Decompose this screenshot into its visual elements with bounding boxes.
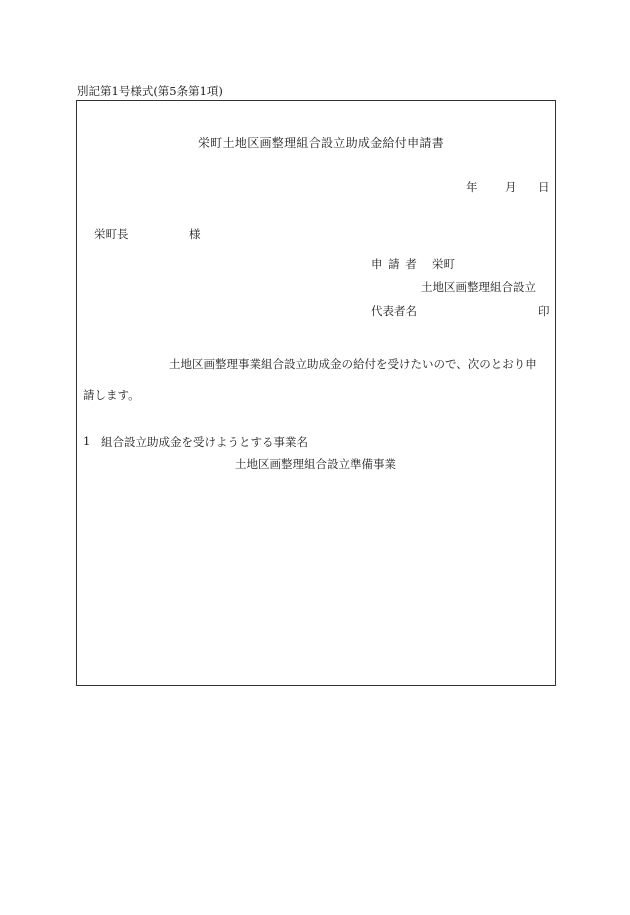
addressee-name: 栄町長 <box>94 227 129 241</box>
applicant-organization: 土地区画整理組合設立 <box>421 280 536 294</box>
application-form-frame <box>76 100 556 686</box>
seal-mark: 印 <box>538 304 550 318</box>
date-day-label: 日 <box>538 180 550 194</box>
request-text-line-2: 請します。 <box>83 388 140 402</box>
applicant-name: 栄町 <box>432 257 455 271</box>
date-year-label: 年 <box>466 180 478 194</box>
addressee-honorific: 様 <box>189 227 201 241</box>
item-number: 1 <box>83 434 91 448</box>
request-text-line-1: 土地区画整理事業組合設立助成金の給付を受けたいので、次のとおり申 <box>169 357 537 371</box>
form-reference: 別記第1号様式(第5条第1項) <box>77 84 223 98</box>
item-label: 組合設立助成金を受けようとする事業名 <box>101 435 308 449</box>
date-month-label: 月 <box>505 180 517 194</box>
representative-label: 代表者名 <box>371 304 417 318</box>
applicant-label: 申 請 者 <box>371 257 417 271</box>
document-title: 栄町土地区画整理組合設立助成金給付申請書 <box>198 136 445 150</box>
item-value: 土地区画整理組合設立準備事業 <box>235 457 396 471</box>
